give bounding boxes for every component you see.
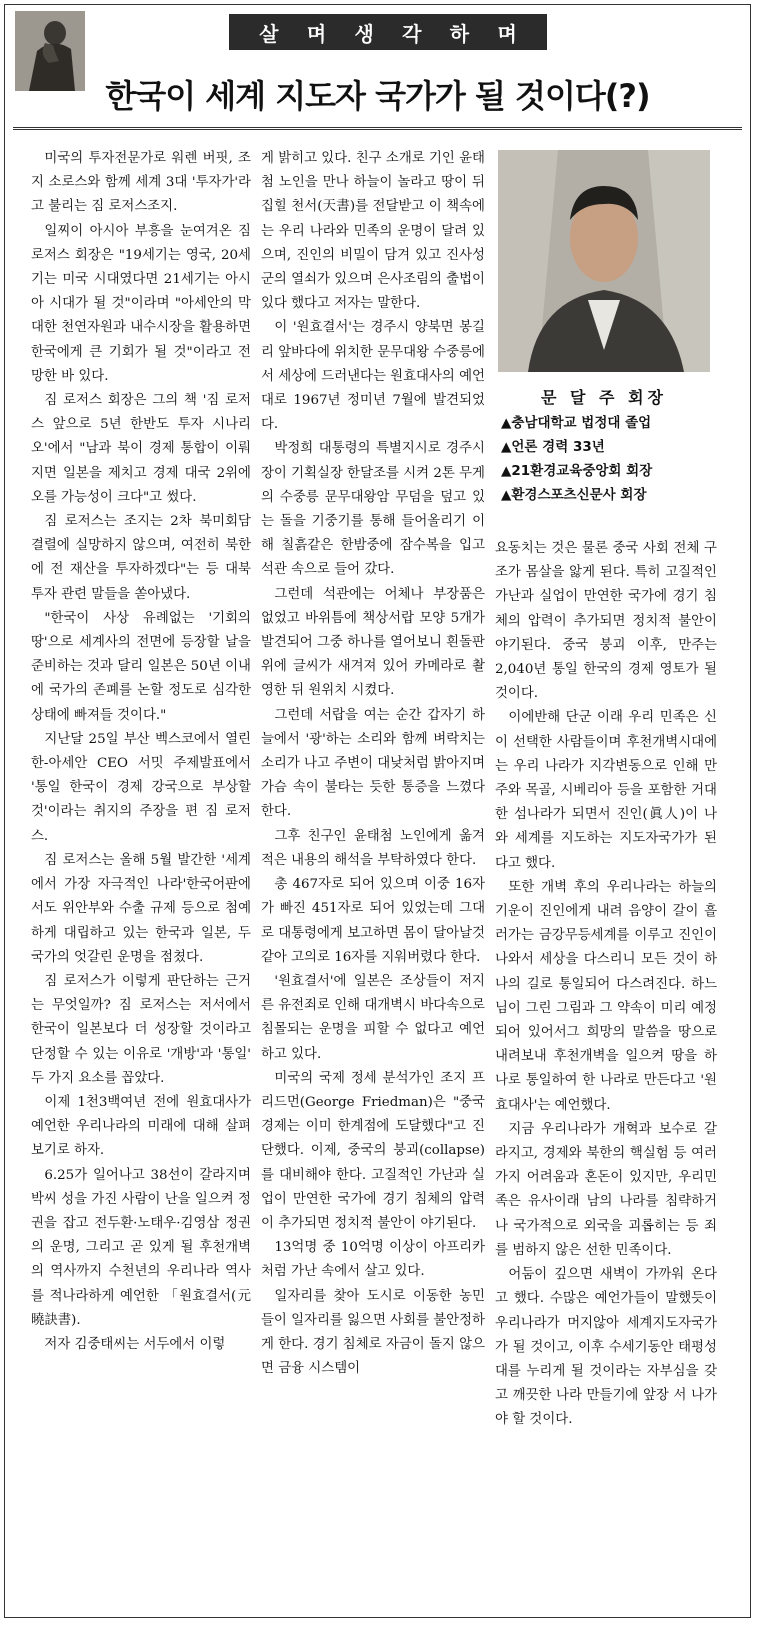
article-headline: 한국이 세계 지도자 국가가 될 것이다(?)	[105, 77, 650, 115]
credential-item: ▲ 21환경교육중앙회 회장	[501, 459, 721, 483]
paragraph: 짐 로저스는 조지는 2차 북미회담 결렬에 실망하지 않으며, 여전히 북한에 전 재산을 투자하겠다"는 등 대북 투자 관련 말들을 쏟아냈다.	[31, 514, 251, 602]
author-name: 문 달 주 회장	[541, 388, 667, 407]
section-heading-char: 며	[497, 21, 517, 46]
section-heading-char: 각	[402, 21, 422, 46]
credential-item: ▲ 충남대학교 법정대 졸업	[501, 411, 721, 435]
paragraph: 이제 1천3백여년 전에 원효대사가 예언한 우리나라의 미래에 대해 살펴보기로 하자.	[31, 1094, 251, 1159]
paragraph: 저자 김중태씨는 서두에서 이렇	[44, 1336, 226, 1352]
author-portrait-photo	[498, 150, 710, 372]
paragraph: 일자리를 찾아 도시로 이동한 농민들이 일자리를 잃으면 사회를 불안정하게 한다. 경기 침체로 자금이 돌지 않으면 금융 시스템이	[261, 1288, 485, 1377]
paragraph: 지난달 25일 부산 벡스코에서 열린 한-아세안 CEO 서밋 주제발표에서 '통일 한국이 경제 강국으로 부상할 것'이라는 취지의 주장을 편 짐 로저스.	[31, 731, 251, 844]
author-credentials	[501, 411, 721, 507]
paragraph: 6.25가 일어나고 38선이 갈라지며 박씨 성을 가진 사람이 난을 일으켜 정권을 잡고 전두환·노태우·김영삼 정권의 운명, 그리고 곧 있게 될 후천개벽의 역사까지 수천년의 우리나라 역사를 적나라하게 예언한 「원효결서(元曉訣書).	[31, 1167, 251, 1328]
section-heading-char: 하	[449, 21, 470, 46]
paragraph: "한국이 사상 유례없는 '기회의 땅'으로 세계사의 전면에 등장할 날을 준비하는 것과 달리 일본은 50년 이내에 국가의 존폐를 논할 정도로 심각한 상태에 빠져들 것이다."	[31, 610, 251, 723]
article-column-2	[261, 147, 485, 1607]
section-heading-char: 며	[306, 21, 327, 46]
paragraph: 지금 우리나라가 개혁과 보수로 갈라지고, 경제와 북한의 핵실험 등 여러가지 어려움과 혼돈이 있지만, 우리민족은 유사이래 남의 나라를 침략하거나 국가적으로 외국을 괴롭히는 등 죄를 범하지 않은 선한 민족이다.	[495, 1121, 717, 1258]
paragraph: 요동치는 것은 물론 중국 사회 전체 구조가 몸살을 앓게 된다. 특히 고질적인 가난과 실업이 만연한 국가에 경기 침체의 압력이 추가되면 정치적 불안이 야기된다. 중국 붕괴 이후, 만주는 2,040년 통일 한국의 경제 영토가 될 것이다.	[495, 541, 717, 702]
paragraph: 그런데 석관에는 어체나 부장품은 없었고 바위틈에 책상서랍 모양 5개가 발견되어 그중 하나를 열어보니 흰돌판위에 글씨가 새겨져 있어 카메라로 촬영한 뒤 원위치 시켰다.	[261, 586, 485, 699]
paragraph: 어둠이 깊으면 새벽이 가까워 온다고 했다. 수많은 예언가들이 말했듯이 우리나라가 머지않아 세계지도자국가가 될 것이고, 이후 수세기동안 태평성대를 누리게 될 것이라는 자부심을 갖고 깨끗한 나라 만들기에 앞장 서 나가야 할 것이다.	[495, 1267, 717, 1428]
paragraph: 짐 로저스는 올해 5월 발간한 '세계에서 가장 자극적인 나라'한국어판에서도 위안부와 수출 규제 등으로 첨예하게 대립하고 있는 한국과 일본, 두 국가의 엇갈린 운명을 점쳤다.	[31, 852, 251, 965]
credential-item: ▲ 환경스포츠신문사 회장	[501, 483, 721, 507]
paragraph: 짐 로저스 회장은 그의 책 '짐 로저스 앞으로 5년 한반도 투자 시나리오'에서 "남과 북이 경제 통합이 이뤄지면 일본을 제치고 경제 대국 2위에 오를 가능성이 크다"고 썼다.	[31, 393, 251, 505]
paragraph: 그런데 서랍을 여는 순간 갑자기 하늘에서 '광'하는 소리와 함께 벼락치는 소리가 나고 주변이 대낮처럼 밝아지며 가슴 속이 불타는 듯한 통증을 느꼈다 한다.	[261, 707, 485, 820]
paragraph: 또한 개벽 후의 우리나라는 하늘의 기운이 진인에게 내려 음양이 갈이 흘러가는 금강무등세계를 이루고 진인이 나와서 세상을 다스리니 모든 것이 하나의 길로 통일되어 다스려진다. 하느님이 그린 그림과 그 약속이 미리 예정되어 있어서그 희망의 말씀을 땅으로 내려보내 후천개벽을 일으켜 땅을 하나로 통일하여 한 나라로 만든다고 '원효대사'는 예언했다.	[495, 879, 717, 1113]
headline-divider	[13, 127, 742, 130]
section-heading-char: 살	[259, 21, 279, 46]
article-column-3	[495, 537, 717, 1537]
article-frame	[4, 4, 751, 1618]
paragraph: 그후 친구인 윤태첨 노인에게 옮겨 적은 내용의 해석을 부탁하였다 한다.	[261, 828, 485, 868]
paragraph: 박정희 대통령의 특별지시로 경주시장이 기획실장 한달조를 시켜 2톤 무게의 수중릉 문무대왕암 무덤을 덮고 있는 돌을 기중기를 통해 들어올리기 이해 칠흙같은 한밤중에 잠수복을 입고 석관 속으로 들어 갔다.	[261, 441, 485, 578]
section-heading-char: 생	[354, 21, 374, 46]
paragraph: 13억명 중 10억명 이상이 아프리카처럼 가난 속에서 살고 있다.	[261, 1240, 485, 1280]
article-column-1	[31, 147, 251, 1607]
paragraph: 미국의 투자전문가로 워렌 버핏, 조지 소로스와 함께 세계 3대 '투자가'라고 불리는 짐 로저스조지.	[31, 151, 251, 215]
paragraph: 이 '원효결서'는 경주시 양북면 봉길리 앞바다에 위치한 문무대왕 수중릉에서 세상에 드러낸다는 원효대사의 예언대로 1967년 정미년 7월에 발견되었다.	[261, 320, 485, 433]
paragraph: 이에반해 단군 이래 우리 민족은 신이 선택한 사람들이며 후천개벽시대에는 우리 나라가 지각변동으로 인해 만주와 목골, 시베리아 등을 포함한 거대한 섬나라가 되면서 진인(眞人)이 나와 세계를 지도하는 지도자국가가 된다고 했다.	[495, 710, 717, 871]
paragraph: '원효결서'에 일본은 조상들이 저지른 유전죄로 인해 대개벽시 바다속으로 침몰되는 운명을 피할 수 없다고 예언하고 있다.	[261, 973, 485, 1062]
paragraph: 미국의 국제 정세 분석가인 조지 프리드먼(George Friedman)은 "중국 경제는 이미 한계점에 도달했다"고 진단했다. 이제, 중국의 붕괴(collapse)를 대비해야 한다. 고질적인 가난과 실업이 만연한 국가에 경기 침체의 압력이 추가되면 정치적 불안이 야기된다.	[261, 1070, 485, 1231]
paragraph: 게 밝히고 있다. 친구 소개로 기인 윤태첨 노인을 만나 하늘이 놀라고 땅이 뒤집힐 천서(天書)를 전달받고 이 책속에는 우리 나라와 민족의 운명이 달려 있으며, 진인의 비밀이 담겨 있고 진사성군의 열쇠가 있으며 은사조림의 출법이 있다 했다고 저자는 말한다.	[261, 151, 485, 312]
credential-item: ▲ 언론 경력 33년	[501, 435, 721, 459]
column-section-heading	[229, 14, 547, 50]
paragraph: 일찌이 아시아 부흥을 눈여겨온 짐 로저스 회장은 "19세기는 영국, 20세기는 미국 시대였다면 21세기는 아시아 시대가 될 것"이라며 "아세안의 막대한 천연자원과 내수시장을 활용하면 한국에게 큰 기회가 될 것"이라고 전망한 바 있다.	[31, 223, 251, 384]
paragraph: 짐 로저스가 이렇게 판단하는 근거는 무엇일까? 짐 로저스는 저서에서 한국이 일본보다 더 성장할 것이라고 단정할 수 있는 이유로 '개방'과 '통일' 두 가지 요소를 꼽았다.	[31, 973, 251, 1086]
paragraph: 총 467자로 되어 있으며 이중 16자가 빠진 451자로 되어 있었는데 그대로 대통령에게 보고하면 몸이 달아날것 같아 고의로 16자를 지워버렸다 한다.	[261, 877, 485, 965]
